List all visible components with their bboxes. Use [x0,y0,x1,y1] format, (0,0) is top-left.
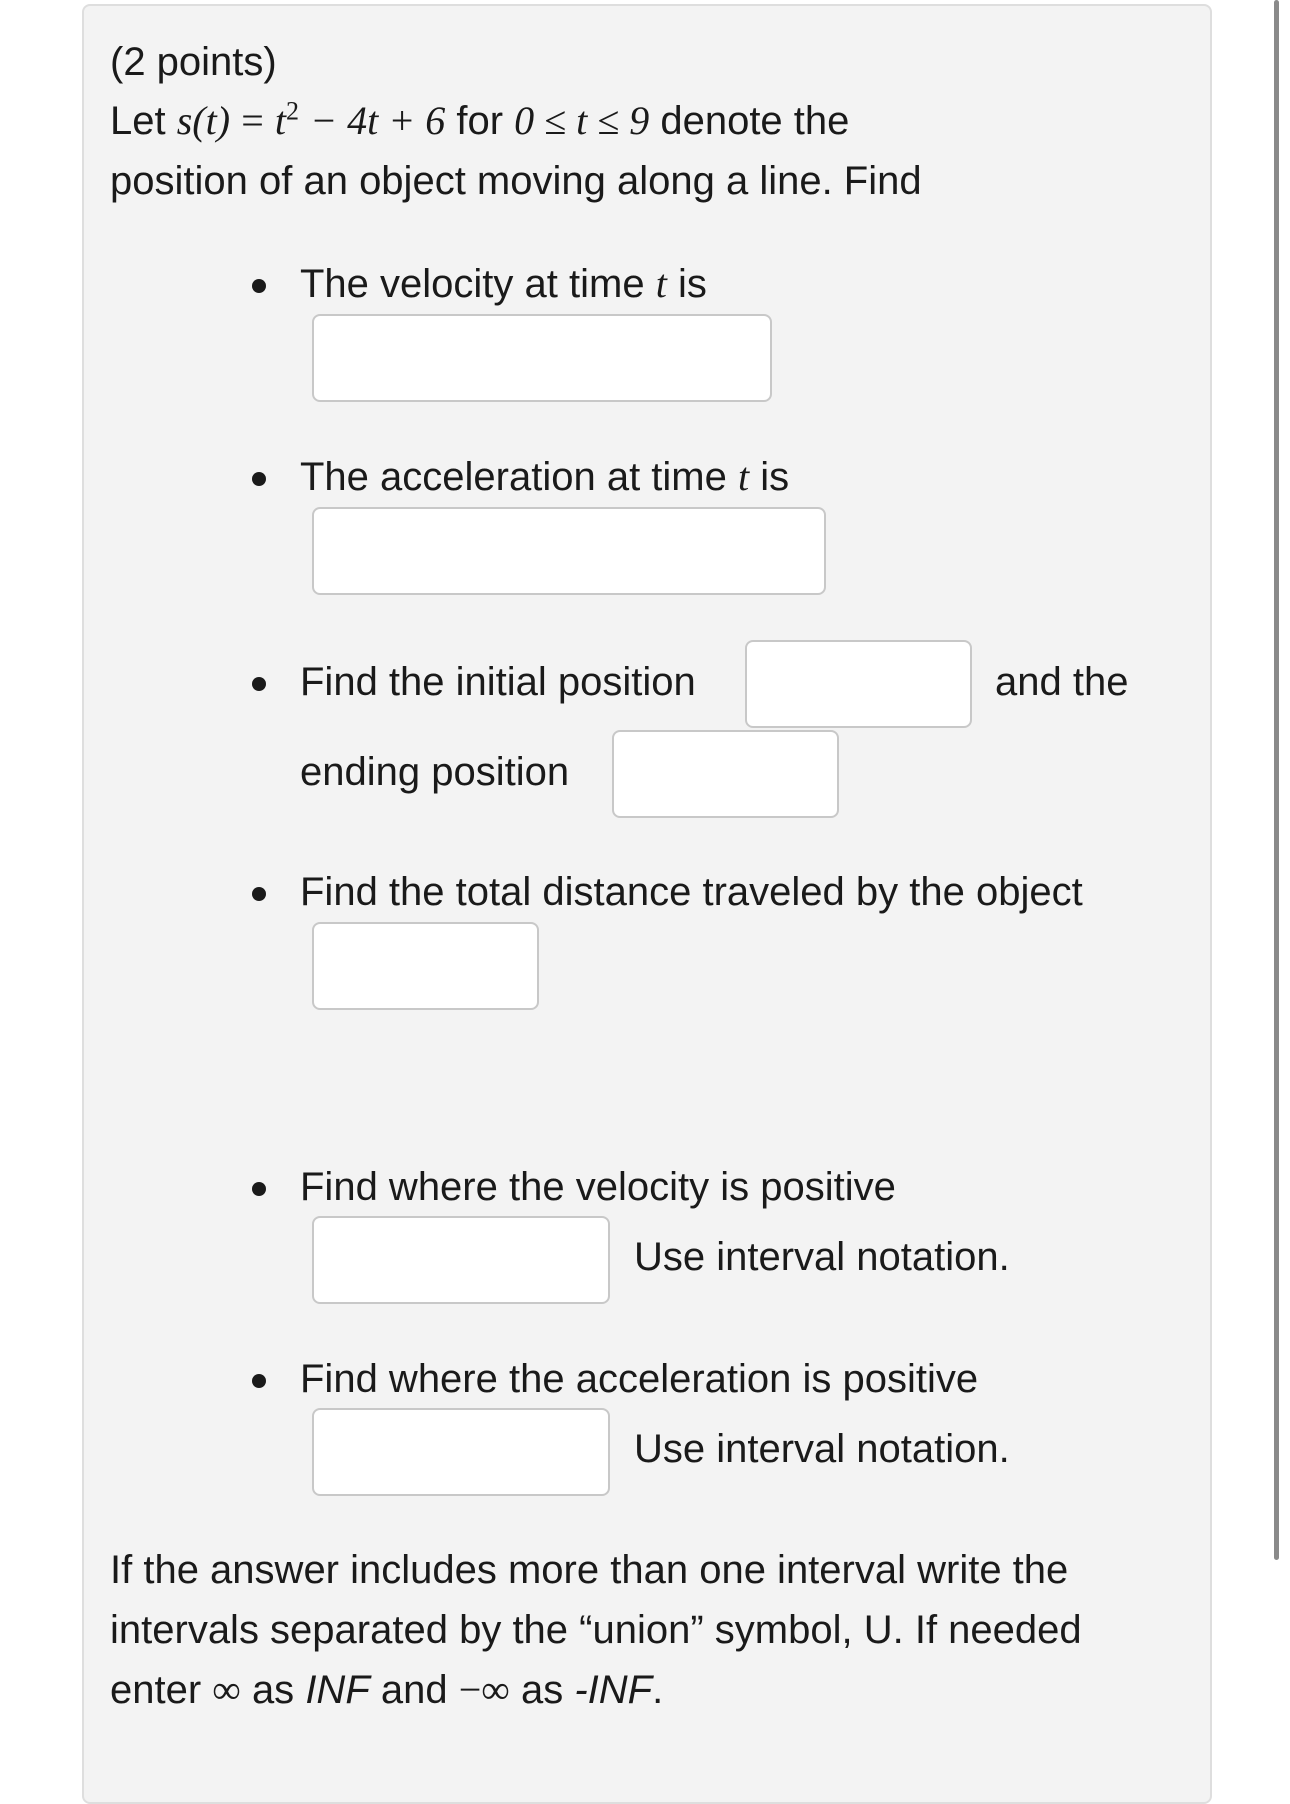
bullet [252,887,266,901]
problem-statement-line2: position of an object moving along a line. Find [110,159,922,203]
acceleration-positive-input[interactable] [312,1408,610,1496]
ending-position-label: ending position [300,750,570,794]
footer-line2: intervals separated by the “union” symbol, U. If needed [110,1608,1082,1652]
acceleration-question: The acceleration at time t is [300,454,790,499]
problem-statement-line1: Let $s(t) = t^2 - 4t + 6$ for 0 ≤ t ≤ 9 denote the [110,96,850,143]
points-label: (2 points) [110,40,277,84]
bullet [252,1182,266,1196]
initial-position-input[interactable] [745,640,972,728]
acceleration-positive-question: Find where the acceleration is positive [300,1357,979,1401]
infinity-symbol: ∞ [212,1667,241,1712]
acceleration-answer-input[interactable] [312,507,826,595]
initial-position-label: Find the initial position [300,660,696,704]
velocity-answer-input[interactable] [312,314,772,402]
and-the-label: and the [995,660,1129,704]
bullet [252,279,266,293]
negative-infinity-symbol: −∞ [458,1667,510,1712]
bullet [252,677,266,691]
acceleration-positive-hint: Use interval notation. [634,1427,1010,1471]
footer-line1: If the answer includes more than one interval write the [110,1548,1069,1592]
velocity-positive-hint: Use interval notation. [634,1235,1010,1279]
distance-question: Find the total distance traveled by the object [300,870,1083,914]
domain: 0 ≤ t ≤ 9 [514,98,650,143]
velocity-positive-input[interactable] [312,1216,610,1304]
footer-line3: enter ∞ as INF and −∞ as -INF. [110,1667,664,1712]
ending-position-input[interactable] [612,730,839,818]
distance-answer-input[interactable] [312,922,539,1010]
function-lhs: s(t) [176,98,231,143]
velocity-question: The velocity at time t is [300,261,707,306]
velocity-positive-question: Find where the velocity is positive [300,1165,896,1209]
scrollbar[interactable] [1274,0,1279,1560]
bullet [252,472,266,486]
bullet [252,1374,266,1388]
function-rhs: − 4t + 6 [310,98,446,143]
